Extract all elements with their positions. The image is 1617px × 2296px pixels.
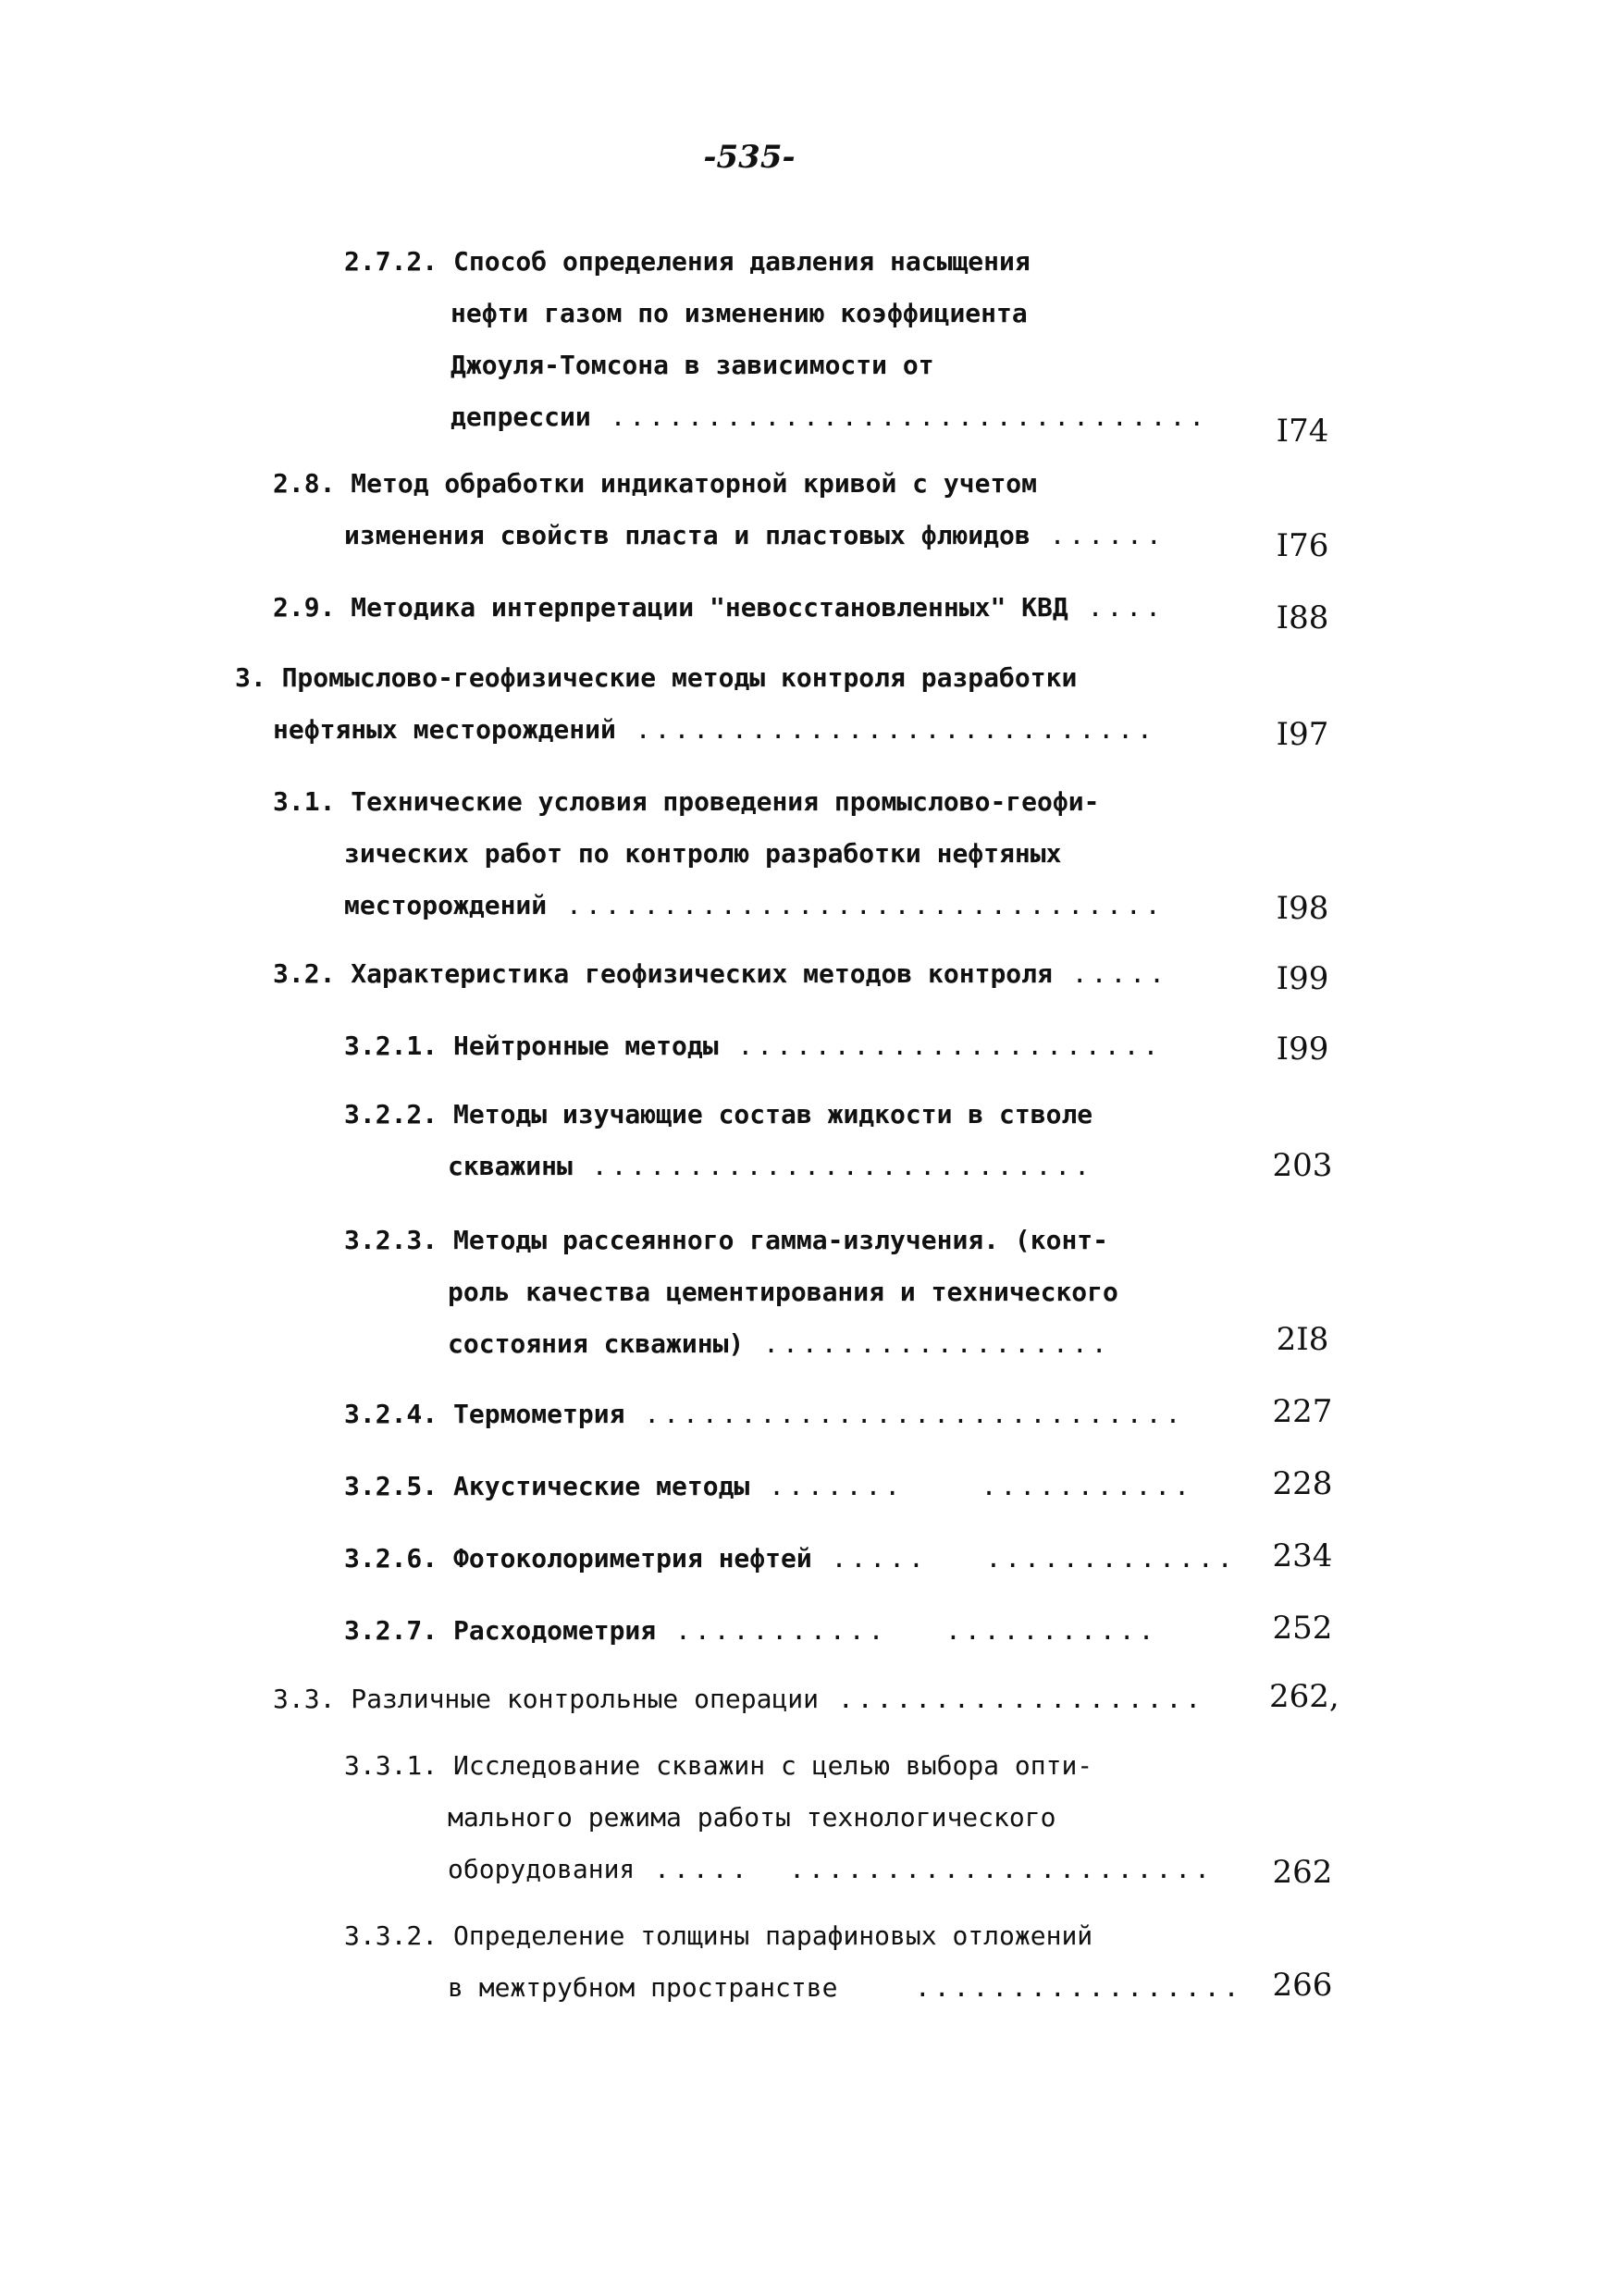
toc-entry-text: 3.2.5. Акустические методы [344, 1471, 750, 1501]
toc-page-number: 228 [1272, 1465, 1333, 1502]
dot-leader: ...... [1030, 520, 1166, 550]
toc-entry-2-8-line-2 [344, 520, 1166, 550]
toc-entry-text: скважины [448, 1151, 573, 1181]
toc-page-number: 2I8 [1276, 1321, 1329, 1358]
toc-entry-2-7-2-line-4 [451, 401, 1208, 432]
toc-page-number: 227 [1272, 1393, 1333, 1430]
dot-leader: ............................... [547, 890, 1165, 920]
toc-entry-text: 2.9. Методика интерпретации "невосстановленных" КВД [273, 592, 1068, 623]
toc-entry-2-7-2-line-1: 2.7.2. Способ определения давления насыщения [344, 246, 1031, 277]
dot-leader: ........................... [615, 714, 1156, 745]
toc-page-number: I99 [1276, 1031, 1329, 1068]
toc-entry-3-2-7-line-1 [344, 1615, 1157, 1646]
toc-entry-text: 3.2.6. Фотоколориметрия нефтей [344, 1543, 812, 1574]
toc-page-number: I76 [1276, 527, 1329, 564]
toc-entry-2-8-line-1: 2.8. Метод обработки индикаторной кривой с учетом [273, 468, 1038, 499]
dot-leader: ........... ........... [656, 1615, 1158, 1646]
toc-entry-3-2-6-line-1 [344, 1543, 1237, 1574]
dot-leader: ..... ...................... [635, 1854, 1215, 1884]
toc-entry-text: месторождений [344, 890, 548, 920]
dot-leader: .................. [744, 1328, 1111, 1359]
page-number: -535- [703, 139, 796, 176]
dot-leader: ...................... [718, 1031, 1163, 1061]
dot-leader: ................... [819, 1684, 1205, 1714]
dot-leader: ............................ [624, 1399, 1185, 1429]
toc-entry-text: 3.2.1. Нейтронные методы [344, 1031, 719, 1061]
toc-entry-text: 3.2.4. Термометрия [344, 1399, 625, 1429]
toc-entry-3-2-line-1 [273, 958, 1168, 989]
toc-page-number: 262, [1269, 1678, 1339, 1715]
toc-entry-text: 3.2. Характеристика геофизических методов контроля [273, 958, 1053, 989]
dot-leader: ................. [837, 1972, 1243, 2003]
toc-entry-3-3-2-line-1: 3.3.2. Определение толщины парафиновых отложений [344, 1920, 1093, 1951]
toc-entry-text: депрессии [451, 401, 591, 432]
toc-page-number: 234 [1272, 1537, 1333, 1574]
toc-page-number: I99 [1276, 960, 1329, 997]
toc-page-number: I88 [1276, 599, 1329, 636]
toc-entry-text: изменения свойств пласта и пластовых флюидов [344, 520, 1031, 550]
toc-entry-3-3-1-line-2: мального режима работы технологического [448, 1802, 1056, 1833]
toc-entry-text: 3.3. Различные контрольные операции [273, 1684, 820, 1714]
toc-entry-3-2-3-line-1: 3.2.3. Методы рассеянного гамма-излучения. (конт- [344, 1225, 1109, 1255]
toc-page-number: I97 [1276, 716, 1329, 753]
toc-entry-text: оборудования [448, 1854, 636, 1884]
dot-leader: ..... [1052, 958, 1169, 989]
toc-entry-text: 3.2.7. Расходометрия [344, 1615, 657, 1646]
toc-page-number: 266 [1272, 1967, 1333, 2004]
toc-entry-3-3-1-line-1: 3.3.1. Исследование скважин с целью выбора опти- [344, 1750, 1093, 1781]
toc-entry-3-2-2-line-1: 3.2.2. Методы изучающие состав жидкости в стволе [344, 1099, 1093, 1129]
toc-entry-3-3-line-1 [273, 1684, 1204, 1714]
toc-entry-3-2-4-line-1 [344, 1399, 1184, 1429]
toc-entry-3-3-2-line-2 [448, 1972, 1242, 2003]
toc-page-number: 252 [1272, 1610, 1333, 1647]
toc-entry-2-9-line-1 [273, 592, 1165, 623]
toc-page-number: I98 [1276, 890, 1329, 927]
toc-entry-2-7-2-line-3: Джоуля-Томсона в зависимости от [451, 350, 934, 380]
dot-leader: .......................... [572, 1151, 1094, 1181]
toc-page-number: 262 [1272, 1854, 1333, 1891]
toc-entry-3-line-1: 3. Промыслово-геофизические методы контроля разработки [235, 662, 1078, 693]
toc-page-number: I74 [1276, 413, 1329, 450]
dot-leader: ....... ........... [749, 1471, 1194, 1501]
toc-entry-2-7-2-line-2: нефти газом по изменению коэффициента [451, 298, 1028, 328]
toc-entry-3-1-line-2: зических работ по контролю разработки нефтяных [344, 838, 1062, 869]
dot-leader: ............................... [590, 401, 1209, 432]
toc-entry-text: в межтрубном пространстве [448, 1972, 838, 2003]
toc-entry-3-2-3-line-3 [448, 1328, 1111, 1359]
toc-entry-3-1-line-1: 3.1. Технические условия проведения промыслово-геофи- [273, 786, 1100, 817]
dot-leader: .... [1068, 592, 1166, 623]
toc-entry-3-1-line-3 [344, 890, 1165, 920]
toc-entry-3-2-3-line-2: роль качества цементирования и технического [448, 1277, 1118, 1307]
toc-entry-text: состояния скважины) [448, 1328, 745, 1359]
toc-entry-3-2-5-line-1 [344, 1471, 1193, 1501]
toc-page-number: 203 [1272, 1147, 1333, 1184]
dot-leader: ..... ............. [811, 1543, 1237, 1574]
toc-entry-3-2-2-line-2 [448, 1151, 1093, 1181]
toc-entry-3-3-1-line-3 [448, 1854, 1214, 1884]
toc-entry-3-line-2 [273, 714, 1156, 745]
toc-entry-text: нефтяных месторождений [273, 714, 616, 745]
toc-entry-3-2-1-line-1 [344, 1031, 1162, 1061]
